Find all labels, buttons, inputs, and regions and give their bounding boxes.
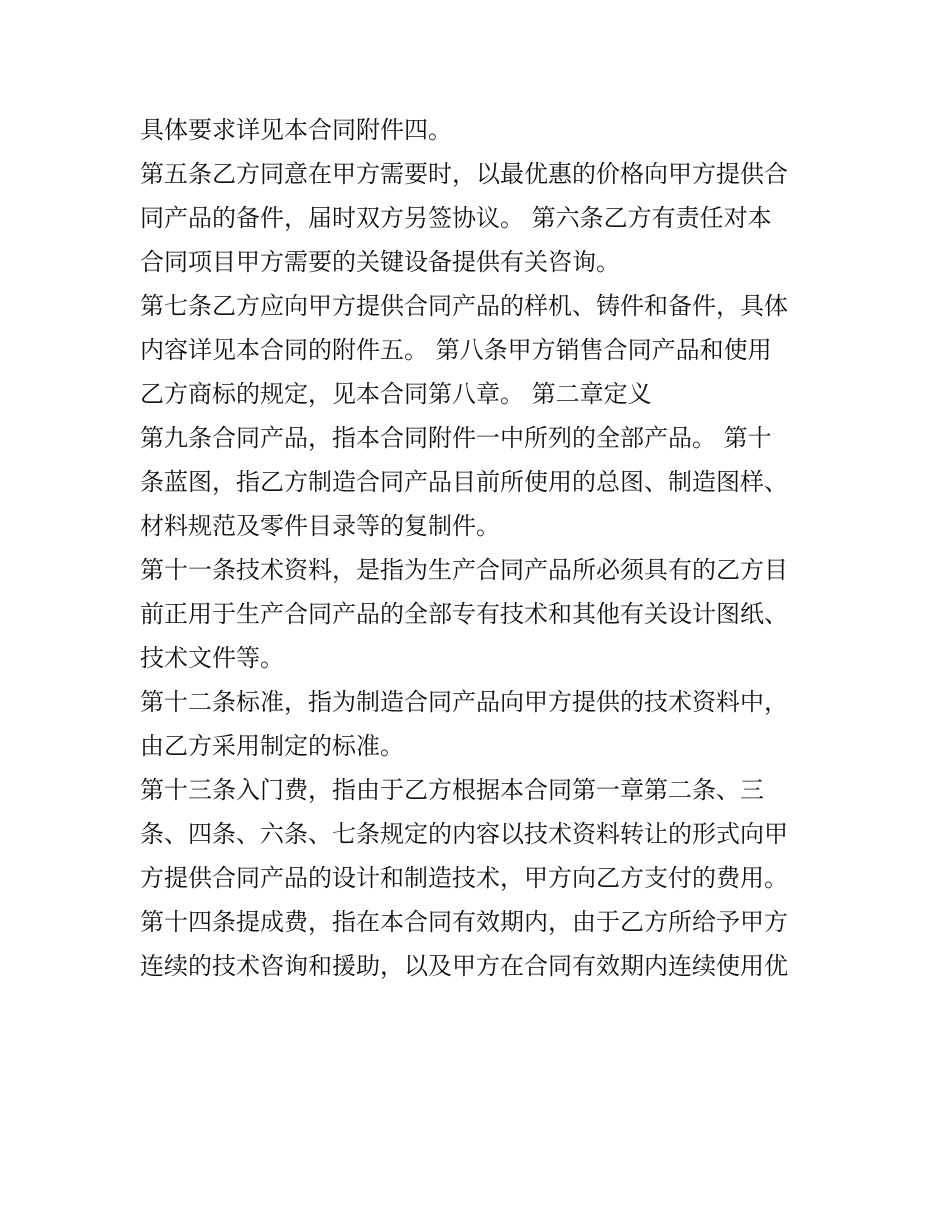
text-line: 条蓝图，指乙方制造合同产品目前所使用的总图、制造图样、 xyxy=(140,468,788,496)
text-line: 技术文件等。 xyxy=(140,644,284,672)
paragraph-annex-four xyxy=(140,108,820,152)
text-line: 同产品的备件，届时双方另签协议。 第六条乙方有责任对本 xyxy=(140,204,772,232)
text-line: 连续的技术咨询和援助，以及甲方在合同有效期内连续使用优 xyxy=(140,952,788,980)
text-line: 第九条合同产品，指本合同附件一中所列的全部产品。 第十 xyxy=(140,424,772,452)
paragraph-article-twelve xyxy=(140,680,820,768)
text-line: 前正用于生产合同产品的全部专有技术和其他有关设计图纸、 xyxy=(140,600,788,628)
text-line: 第十二条标准，指为制造合同产品向甲方提供的技术资料中， xyxy=(140,688,788,716)
text-line: 第十四条提成费，指在本合同有效期内，由于乙方所给予甲方 xyxy=(140,908,788,936)
text-line: 第五条乙方同意在甲方需要时，以最优惠的价格向甲方提供合 xyxy=(140,160,788,188)
text-line: 材料规范及零件目录等的复制件。 xyxy=(140,512,500,540)
text-line: 具体要求详见本合同附件四。 xyxy=(140,116,452,144)
text-line: 方提供合同产品的设计和制造技术，甲方向乙方支付的费用。 xyxy=(140,864,788,892)
text-line: 第十一条技术资料，是指为生产合同产品所必须具有的乙方目 xyxy=(140,556,788,584)
paragraph-article-eleven xyxy=(140,548,820,680)
text-line: 乙方商标的规定，见本合同第八章。 第二章定义 xyxy=(140,380,652,408)
paragraph-article-seven xyxy=(140,284,820,416)
text-line: 第十三条入门费，指由于乙方根据本合同第一章第二条、三 xyxy=(140,776,764,804)
text-line: 第七条乙方应向甲方提供合同产品的样机、铸件和备件，具体 xyxy=(140,292,788,320)
paragraph-article-fourteen xyxy=(140,900,820,988)
text-line: 内容详见本合同的附件五。 第八条甲方销售合同产品和使用 xyxy=(140,336,772,364)
document-body xyxy=(140,108,820,988)
paragraph-article-thirteen xyxy=(140,768,820,900)
text-line: 条、四条、六条、七条规定的内容以技术资料转让的形式向甲 xyxy=(140,820,788,848)
text-line: 合同项目甲方需要的关键设备提供有关咨询。 xyxy=(140,248,620,276)
paragraph-article-five xyxy=(140,152,820,284)
paragraph-article-nine xyxy=(140,416,820,548)
text-line: 由乙方采用制定的标准。 xyxy=(140,732,404,760)
